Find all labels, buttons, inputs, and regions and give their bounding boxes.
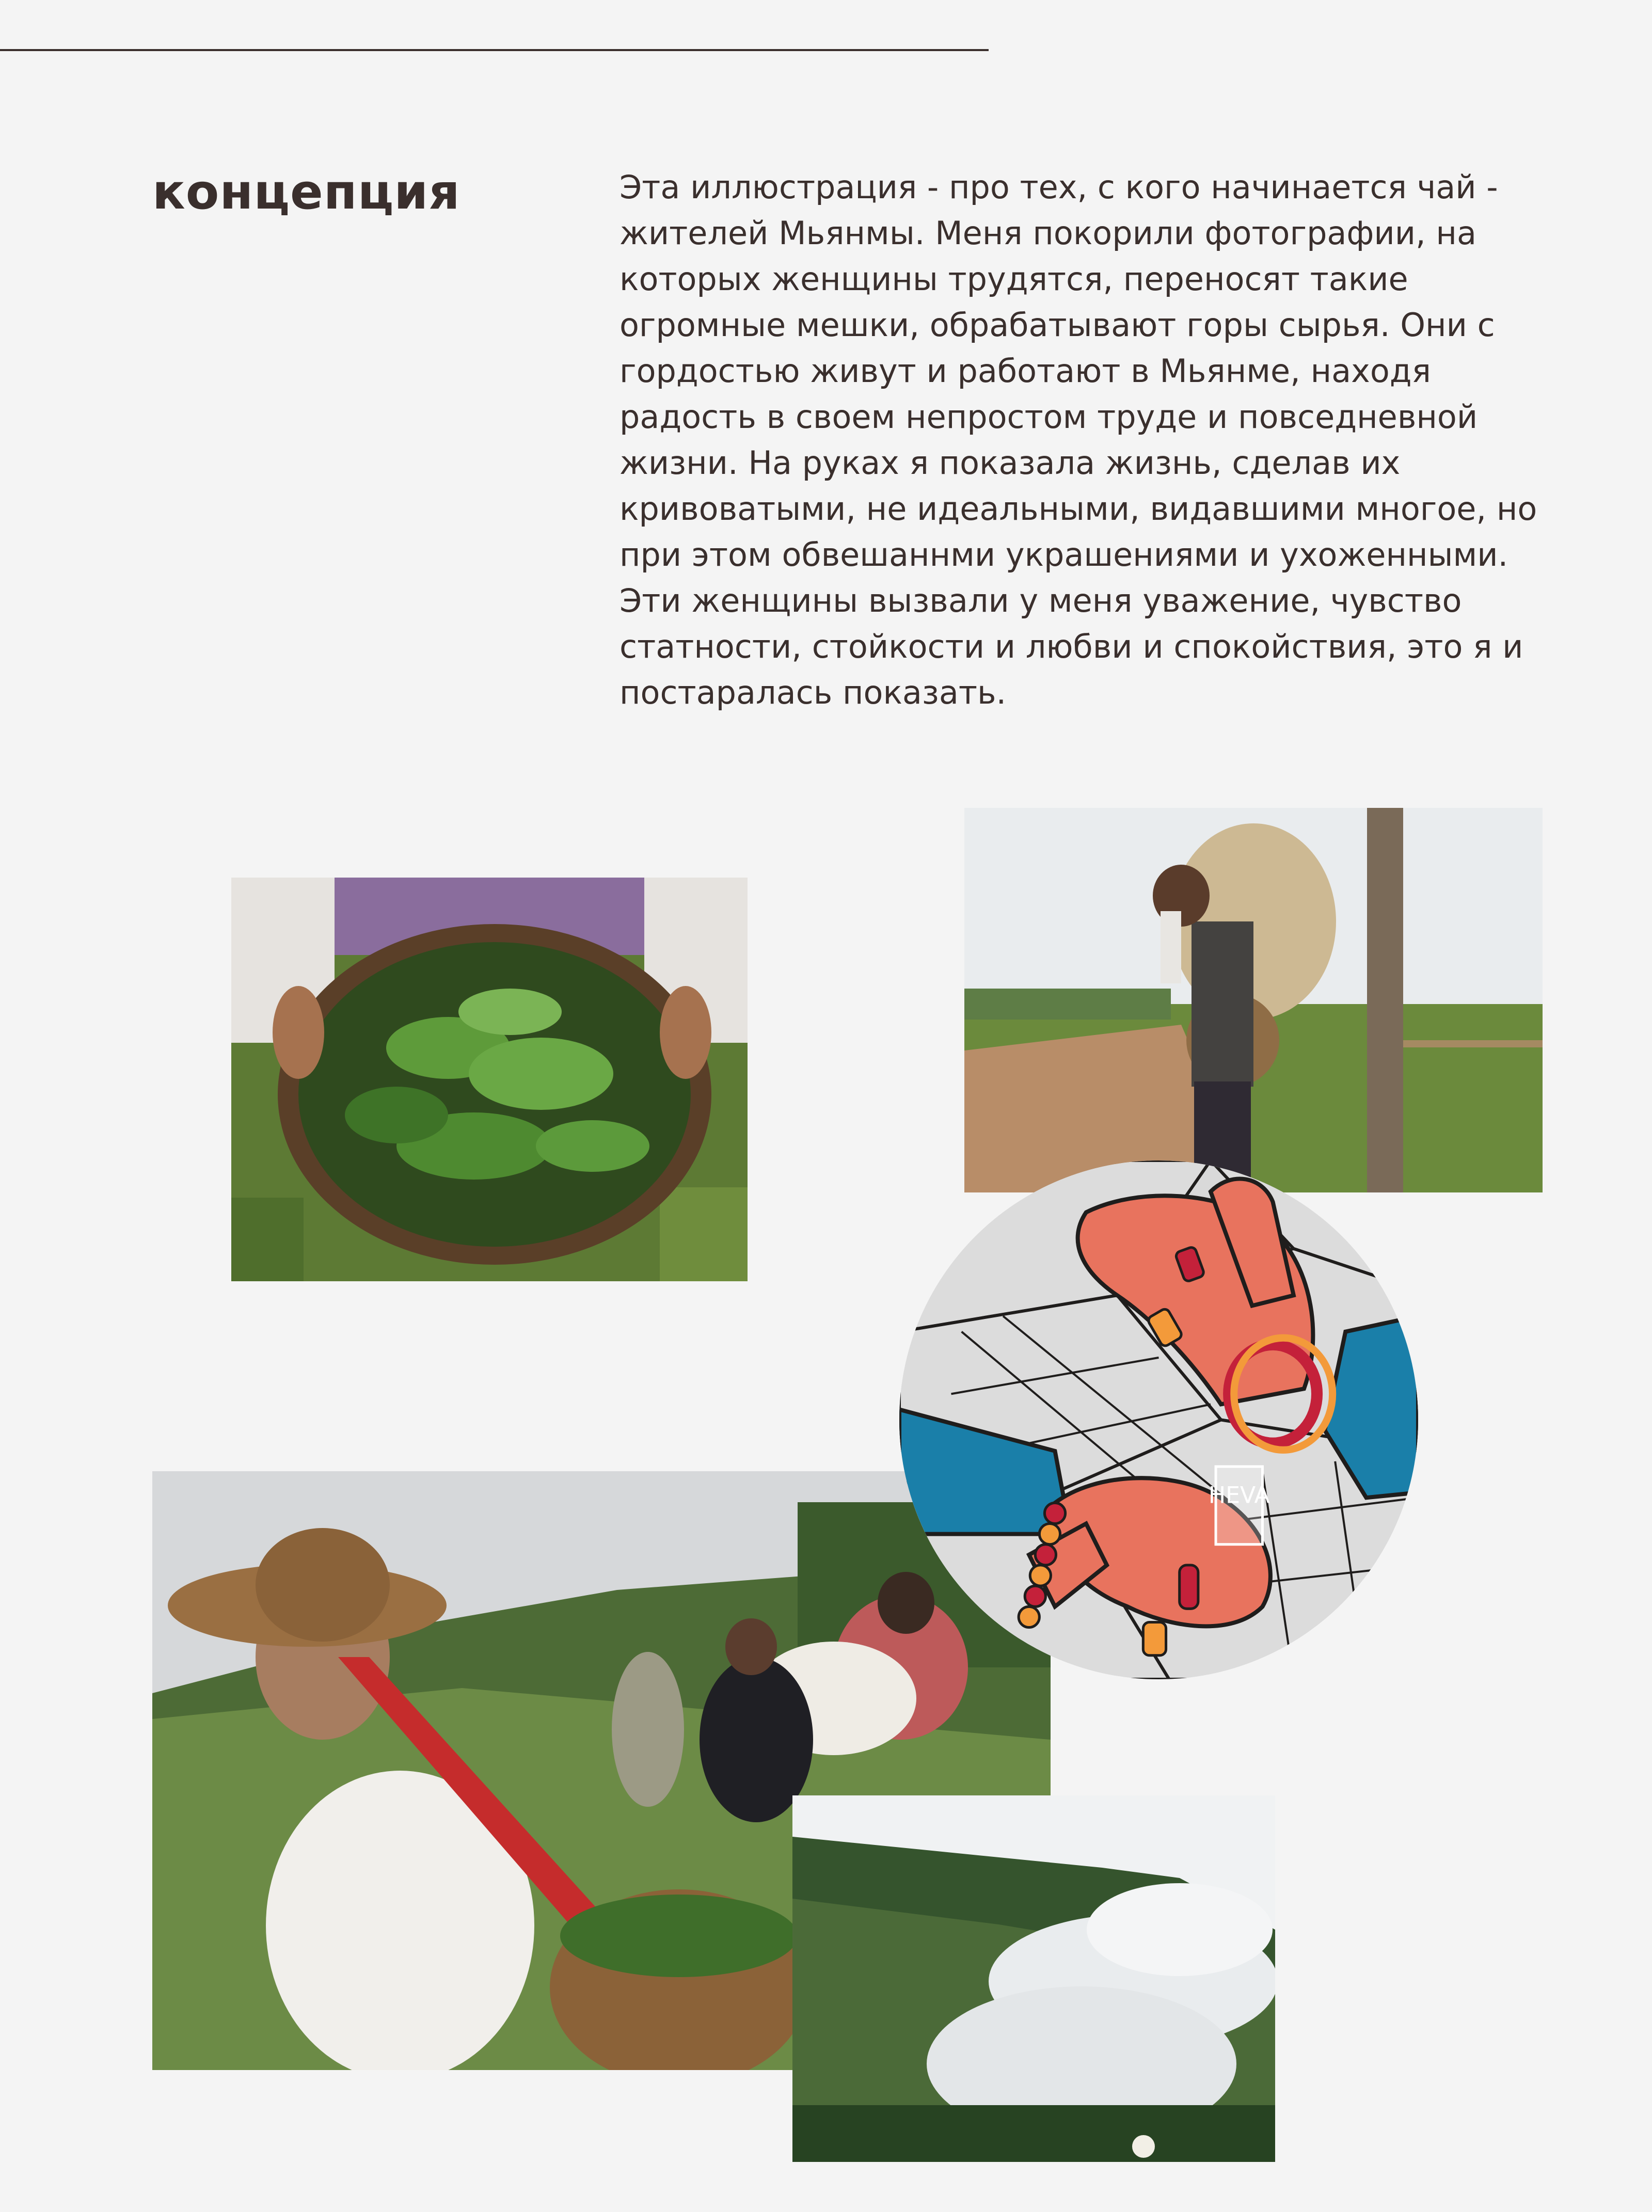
tea-leaves-basket-photo — [231, 878, 748, 1281]
hands-illustration — [899, 1160, 1418, 1679]
misty-mountains-photo — [792, 1795, 1275, 2162]
woman-carrying-sack-photo — [964, 808, 1543, 1192]
concept-paragraph: Эта иллюстрация - про тех, с кого начинается чай - жителей Мьянмы. Меня покорили фотографии, на которых женщины трудятся, переносят такие огромные мешки, обрабатывают горы сырья. Они с гордостью живут и работают в Мьянме, находя радость в своем непростом труде и повседневной жизни. На руках я показала жизнь, сделав их кривоватыми, не идеальными, видавшими многое, но при этом обвешаннми украшениями и ухоженными. Эти женщины вызвали у меня уважение, чувство статности, стойкости и любви и спокойствия, это я и постаралась показать. — [620, 168, 1537, 711]
section-heading: концепция — [152, 164, 460, 220]
top-divider — [0, 49, 989, 51]
illustration-logo: HEVA — [1208, 1482, 1270, 1509]
